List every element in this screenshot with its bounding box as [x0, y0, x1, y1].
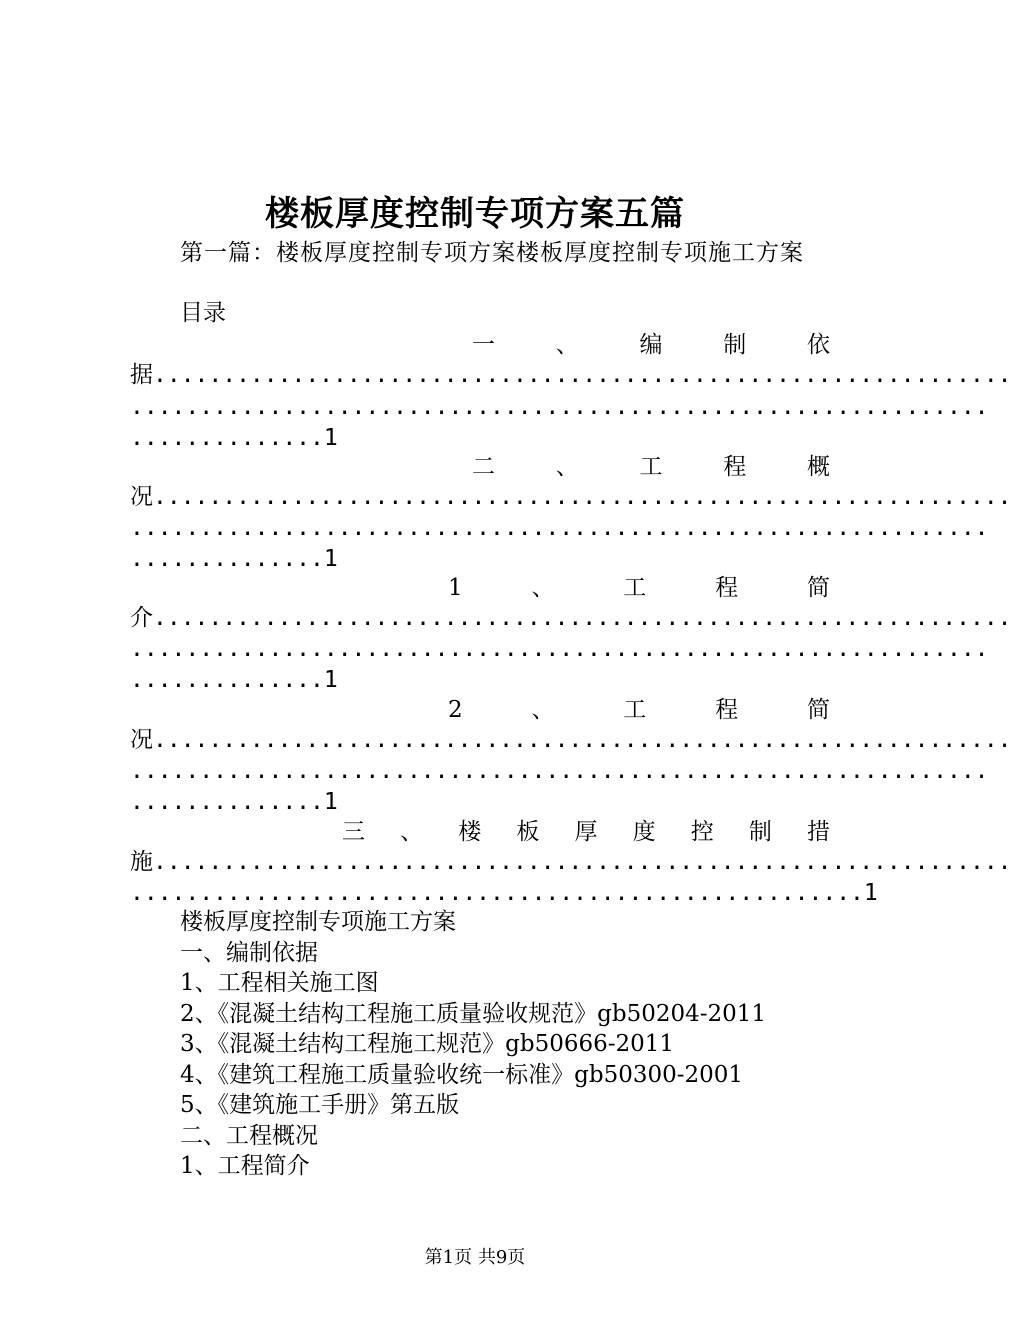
toc-leader: ..............................................................: [153, 484, 1012, 510]
toc-char: 制: [723, 332, 747, 358]
toc-leader: ..............................................................: [130, 758, 989, 784]
toc-char: 措: [807, 819, 830, 845]
toc-char: 、: [555, 454, 579, 480]
toc-leader: ..............................................................: [153, 362, 1012, 388]
toc-lead-char: 介: [130, 605, 153, 631]
toc-char: 、: [531, 575, 555, 601]
list-item: 1、工程简介: [180, 1153, 310, 1179]
toc-leader: ..............................................................: [130, 515, 989, 541]
toc-char: 程: [715, 697, 739, 723]
list-item: 4、《建筑工程施工质量验收统一标准》gb50300-2001: [180, 1062, 744, 1088]
toc-char: 二: [472, 454, 495, 480]
toc-page-number: 1: [323, 789, 338, 815]
toc-heading: 目录: [180, 300, 226, 326]
toc-char: 工: [623, 697, 647, 723]
toc-page-number: 1: [863, 880, 878, 906]
toc-leader: ..............: [130, 425, 324, 451]
section-heading: 二、工程概况: [180, 1123, 318, 1149]
toc-char: 制: [748, 819, 772, 845]
toc-char: 依: [807, 332, 830, 358]
toc-leader: ..............: [130, 667, 324, 693]
list-item: 2、《混凝土结构工程施工质量验收规范》gb50204-2011: [180, 1001, 767, 1027]
toc-lead-char: 况: [130, 484, 153, 510]
toc-leader: ..............: [130, 789, 324, 815]
toc-char: 1: [448, 575, 463, 601]
toc-leader: ..............................................................: [153, 849, 1012, 875]
toc-lead-char: 施: [130, 849, 153, 875]
toc-char: 工: [639, 454, 663, 480]
toc-page-number: 1: [323, 546, 338, 572]
toc-leader: ..............................................................: [153, 605, 1012, 631]
toc-char: 、: [400, 819, 424, 845]
toc-char: 、: [555, 332, 579, 358]
toc-char: 简: [806, 575, 830, 601]
toc-leader: ..............................................................: [130, 636, 989, 662]
toc-char: 三: [342, 819, 365, 845]
toc-lead-char: 况: [130, 727, 153, 753]
list-item: 5、《建筑施工手册》第五版: [180, 1092, 460, 1118]
section-title: 楼板厚度控制专项施工方案: [180, 909, 456, 935]
toc-char: 楼: [458, 819, 482, 845]
toc-char: 、: [531, 697, 555, 723]
toc-page-number: 1: [323, 425, 338, 451]
toc-char: 一: [472, 332, 495, 358]
toc-char: 编: [639, 332, 663, 358]
list-item: 3、《混凝土结构工程施工规范》gb50666-2011: [180, 1031, 675, 1057]
toc-leader: .....................................................: [130, 880, 864, 906]
toc-char: 概: [807, 454, 830, 480]
page-footer: 第1页 共9页: [424, 1247, 526, 1268]
toc-char: 控: [690, 819, 714, 845]
toc-char: 度: [632, 819, 656, 845]
intro-paragraph: 第一篇：楼板厚度控制专项方案楼板厚度控制专项施工方案: [180, 240, 804, 266]
toc-char: 板: [516, 819, 540, 845]
toc-char: 厚: [574, 819, 598, 845]
toc-char: 程: [723, 454, 747, 480]
toc-leader: ..............: [130, 546, 324, 572]
toc-lead-char: 据: [130, 362, 153, 388]
toc-char: 简: [806, 697, 830, 723]
toc-char: 工: [623, 575, 647, 601]
section-heading: 一、编制依据: [180, 940, 318, 966]
list-item: 1、工程相关施工图: [180, 970, 379, 996]
toc-page-number: 1: [323, 667, 338, 693]
toc-leader: ..............................................................: [153, 727, 1012, 753]
toc-char: 2: [448, 697, 463, 723]
toc-leader: ..............................................................: [130, 394, 989, 420]
document-title: 楼板厚度控制专项方案五篇: [265, 194, 685, 234]
toc-char: 程: [715, 575, 739, 601]
